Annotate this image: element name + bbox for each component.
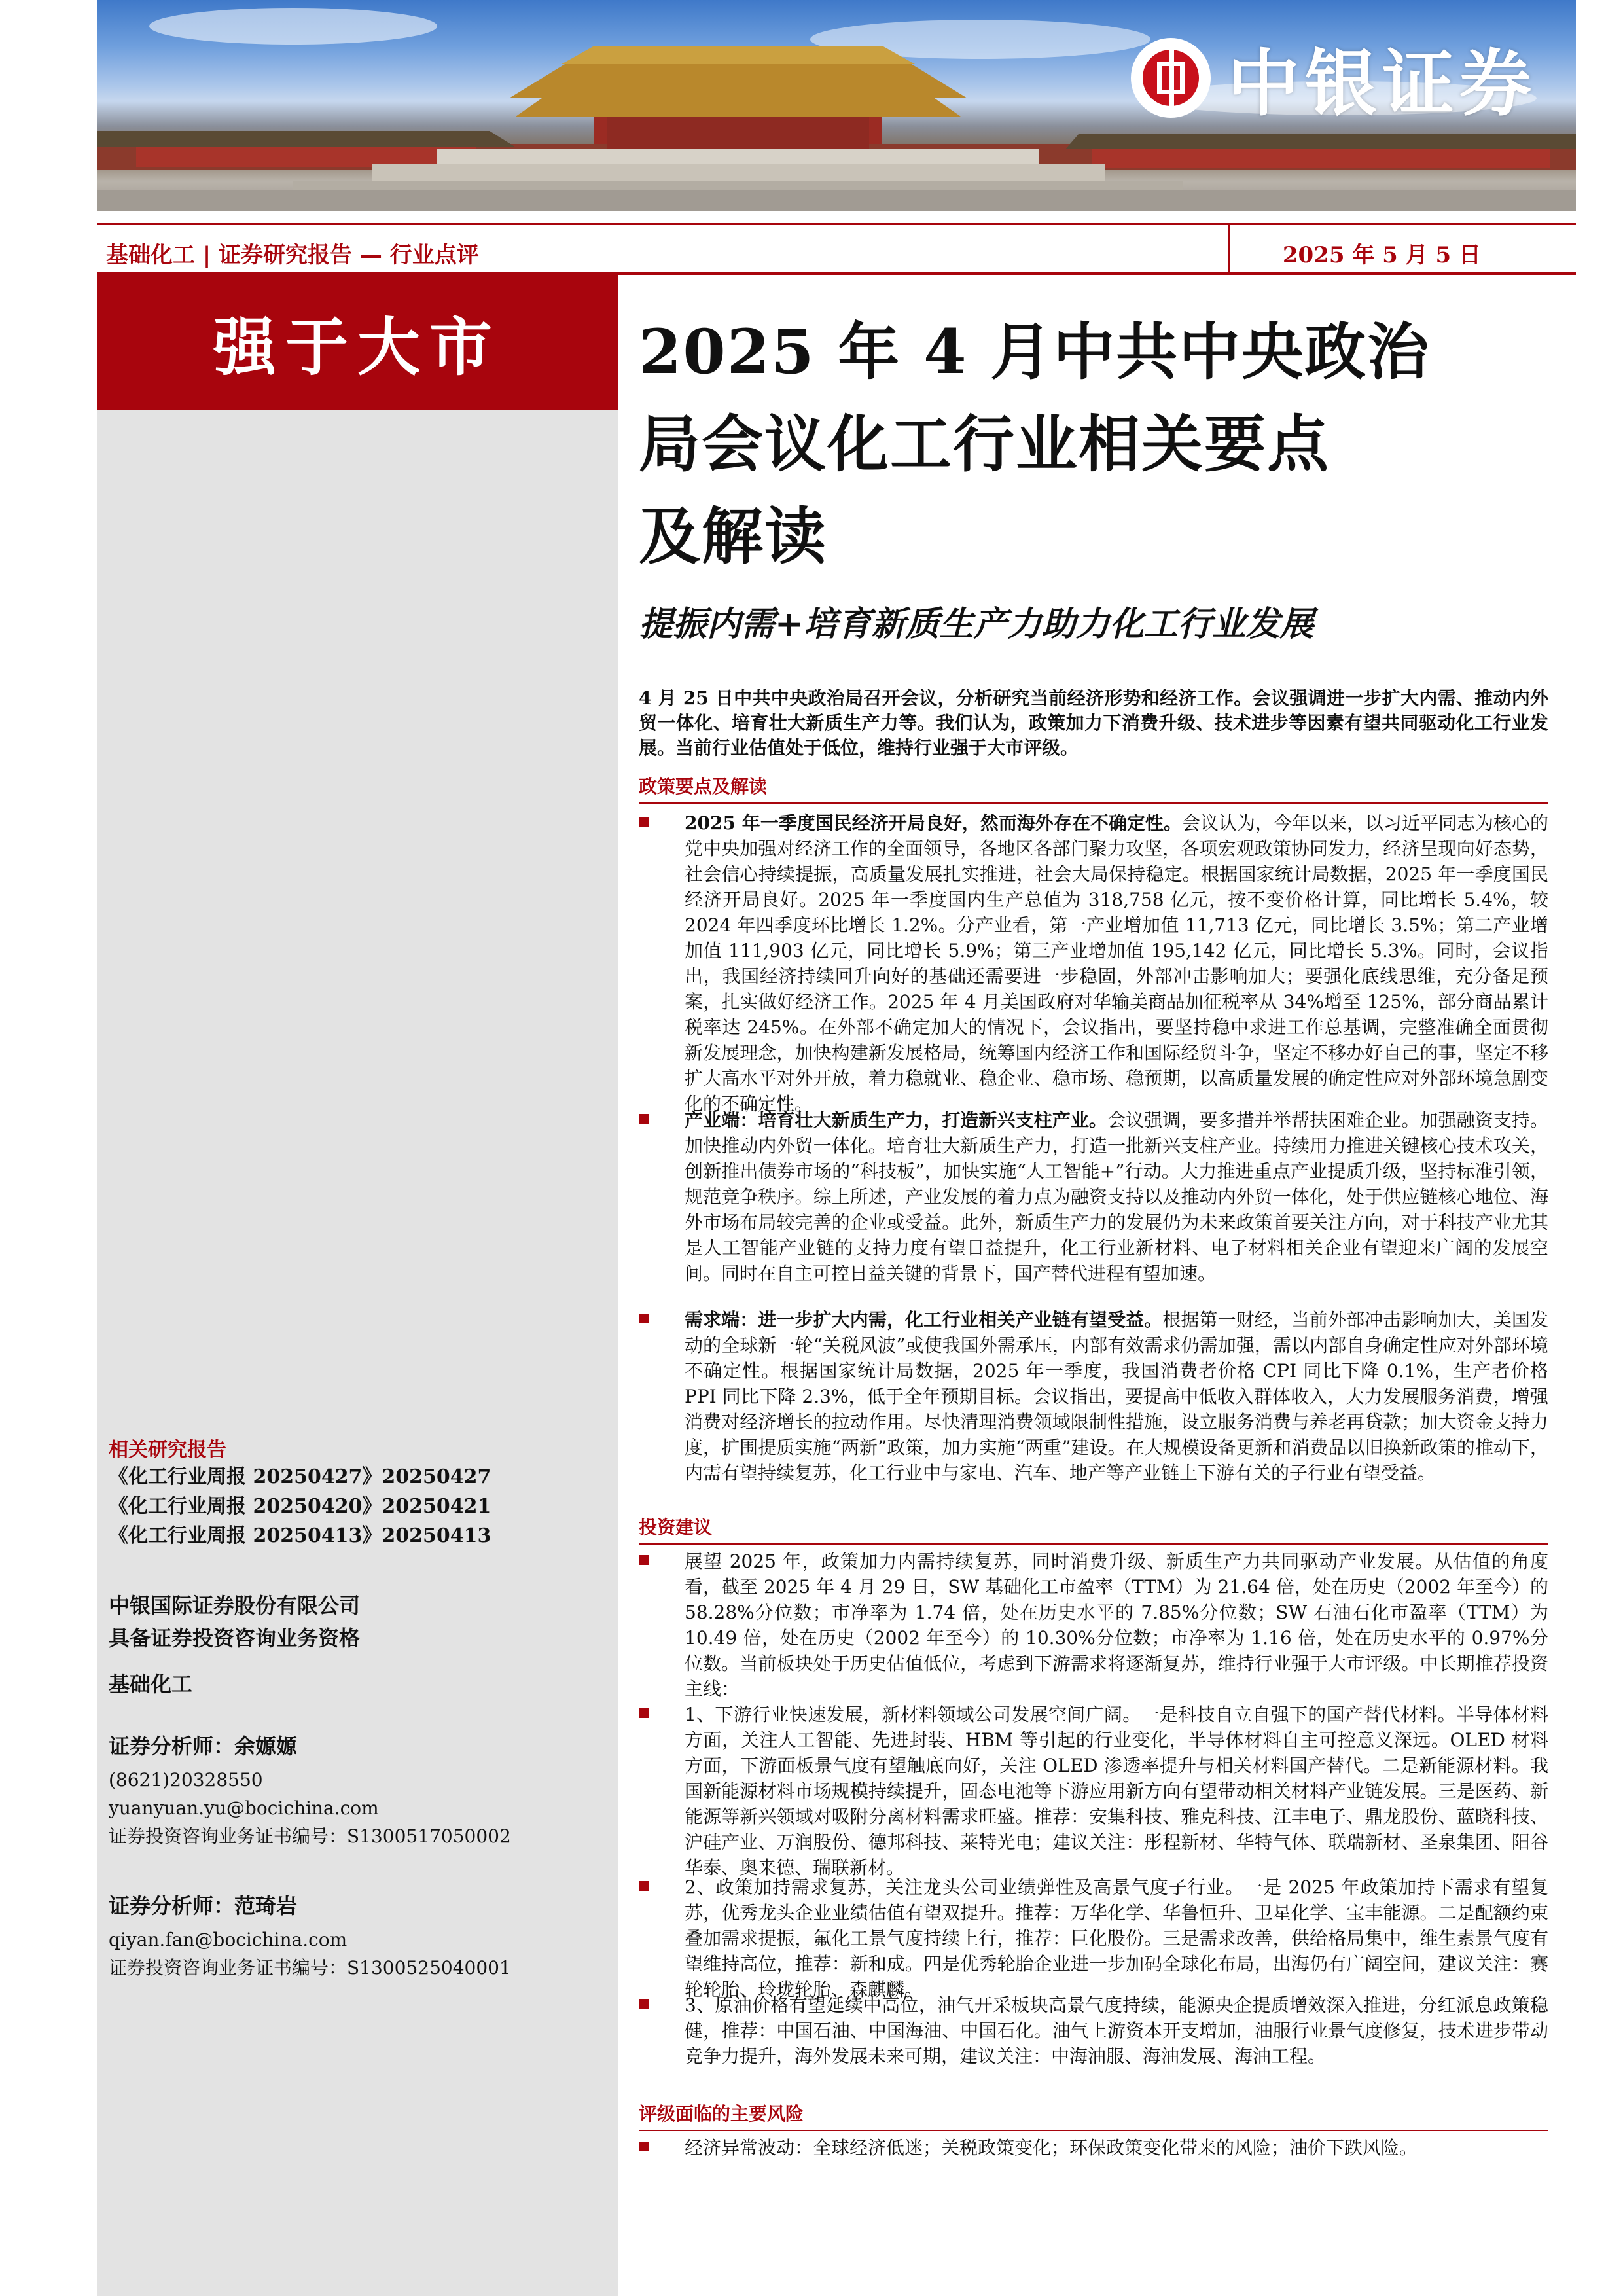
company-qualification: 具备证券投资咨询业务资格 xyxy=(109,1626,361,1651)
rating-text: 强于大市 xyxy=(213,310,501,384)
investment-point xyxy=(639,1874,1548,2002)
investment-text: 2、政策加持需求复苏，关注龙头公司业绩弹性及高景气度子行业。一是 2025 年政策加持下需求有望复苏，优秀龙头企业业绩估值有望双提升。推荐：万华化学、华鲁恒升、卫星化学、宝丰能源。二是配额约束叠加需求提振，氟化工景气度持续上行，推荐：巨化股份。三是需求改善，供给格局集中，维生素景气度有望维持高位，推荐：新和成。四是优秀轮胎企业进一步加码全球化布局，出海仍有广阔空间，建议关注：赛轮轮胎、玲珑轮胎、森麒麟。 xyxy=(685,1876,1548,2000)
policy-point xyxy=(639,1107,1548,1286)
summary-paragraph: 4 月 25 日中共中央政治局召开会议，分析研究当前经济形势和经济工作。会议强调进一步扩大内需、推动内外贸一体化、培育壮大新质生产力等。我们认为，政策加力下消费升级、技术进步等因素有望共同驱动化工行业发展。当前行业估值处于低位，维持行业强于大市评级。 xyxy=(639,687,1548,759)
investment-text: 3、原油价格有望延续中高位，油气开采板块高景气度持续，能源央企提质增效深入推进，分红派息政策稳健，推荐：中国石油、中国海油、中国石化。油气上游资本开支增加，油服行业景气度修复，技术进步带动竞争力提升，海外发展未来可期，建议关注：中海油服、海油发展、海油工程。 xyxy=(685,1994,1548,2067)
company-info xyxy=(109,1589,360,1655)
investment-point xyxy=(639,1549,1548,1702)
point-heading: 产业端：培育壮大新质生产力，打造新兴支柱产业。 xyxy=(685,1109,1107,1131)
breadcrumb: 基础化工 | 证券研究报告 — 行业点评 xyxy=(106,242,479,268)
report-date: 2025 年 5 月 5 日 xyxy=(1282,242,1481,268)
policy-point xyxy=(639,1307,1548,1486)
brand-name: 中银证券 xyxy=(1228,42,1537,126)
rating-badge xyxy=(97,275,618,410)
investment-text: 1、下游行业快速发展，新材料领域公司发展空间广阔。一是科技自立自强下的国产替代材料。半导体材料方面，关注人工智能、先进封装、HBM 等引起的行业变化，半导体材料自主可控意义深远。OLED 材料方面，下游面板景气度有望触底向好，关注 OLED 渗透率提升与相关材料国产替代。二是新能源材料。我国新能源材料市场规模持续提升，固态电池等下游应用新方向有望带动相关材料产业链发展。三是医药、新能源等新兴领域对吸附分离材料需求旺盛。推荐：安集科技、雅克科技、江丰电子、鼎龙股份、蓝晓科技、沪硅产业、万润股份、德邦科技、莱特光电；建议关注：彤程新材、华特气体、联瑞新材、圣泉集团、阳谷华泰、奥来德、瑞联新材。 xyxy=(685,1704,1548,1878)
bullet-square-icon xyxy=(639,1314,649,1323)
header-banner xyxy=(97,0,1576,211)
related-report-item[interactable]: 《化工行业周报 20250420》20250421 xyxy=(109,1495,491,1518)
point-body: 根据第一财经，当前外部冲击影响加大，美国发动的全球新一轮“关税风波”或使我国外需承压，内部有效需求仍需加强，需以内部自身确定性应对外部环境不确定性。根据国家统计局数据，2025 年一季度，我国消费者价格 CPI 同比下降 0.1%，生产者价格 PPI 同比下降 2.3%，低于全年预期目标。会议指出，要提高中低收入群体收入，大力发展服务消费，增强消费对经济增长的拉动作用。尽快清理消费领域限制性措施，设立服务消费与养老再贷款；加大资金支持力度，扩围提质实施“两新”政策，加力实施“两重”建设。在大规模设备更新和消费品以旧换新政策的推动下，内需有望持续复苏，化工行业中与家电、汽车、地产等产业链上下游有关的子行业有望受益。 xyxy=(685,1309,1548,1484)
investment-point xyxy=(639,1702,1548,1880)
investment-point xyxy=(639,1992,1548,2069)
bullet-square-icon xyxy=(639,1881,649,1891)
company-name: 中银国际证券股份有限公司 xyxy=(109,1593,361,1618)
bullet-square-icon xyxy=(639,817,649,827)
bullet-square-icon xyxy=(639,2142,649,2151)
bullet-square-icon xyxy=(639,1114,649,1124)
analyst-cert: 证券投资咨询业务证书编号：S1300525040001 xyxy=(109,1957,511,1979)
report-title xyxy=(639,306,1548,583)
report-heading xyxy=(639,281,1548,645)
policy-point xyxy=(639,810,1548,1117)
divider xyxy=(1228,225,1230,272)
report-subtitle: 提振内需+培育新质生产力助力化工行业发展 xyxy=(639,604,1314,644)
section-title-investment: 投资建议 xyxy=(639,1513,712,1539)
point-heading: 2025 年一季度国民经济开局良好，然而海外存在不确定性。 xyxy=(685,812,1182,834)
related-reports-title: 相关研究报告 xyxy=(109,1439,226,1462)
section-title-risks: 评级面临的主要风险 xyxy=(639,2100,804,2126)
analyst-email[interactable]: qiyan.fan@bocichina.com xyxy=(109,1929,348,1950)
analyst-card xyxy=(109,1886,511,1982)
point-body: 会议强调，要多措并举帮扶困难企业。加强融资支持。加快推动内外贸一体化。培育壮大新质生产力，打造一批新兴支柱产业。持续用力推进关键核心技术攻关，创新推出债券市场的“科技板”，加快实施“人工智能+”行动。大力推进重点产业提质升级，坚持标准引领，规范竞争秩序。综上所述，产业发展的着力点为融资支持以及推动内外贸一体化，处于供应链核心地位、海外市场布局较完善的企业或受益。此外，新质生产力的发展仍为未来政策首要关注方向，对于科技产业尤其是人工智能产业链的支持力度有望日益提升，化工行业新材料、电子材料相关企业有望迎来广阔的发展空间。同时在自主可控日益关键的背景下，国产替代进程有望加速。 xyxy=(685,1109,1548,1284)
title-line: 及解读 xyxy=(639,501,828,573)
analyst-email[interactable]: yuanyuan.yu@bocichina.com xyxy=(109,1797,379,1819)
analyst-name: 证券分析师：范琦岩 xyxy=(109,1893,298,1918)
brand-logo xyxy=(1131,26,1537,130)
bullet-square-icon xyxy=(639,1708,649,1718)
analyst-cert: 证券投资咨询业务证书编号：S1300517050002 xyxy=(109,1825,511,1847)
point-body: 会议认为，今年以来，以习近平同志为核心的党中央加强对经济工作的全面领导，各地区各部门聚力攻坚，各项宏观政策协同发力，经济呈现向好态势，社会信心持续提振，高质量发展扎实推进，社会大局保持稳定。根据国家统计局数据，2025 年一季度国民经济开局良好。2025 年一季度国内生产总值为 318,758 亿元，按不变价格计算，同比增长 5.4%，较 2024 年四季度环比增长 1.2%。分产业看，第一产业增加值 11,713 亿元，同比增长 3.5%；第二产业增加值 111,903 亿元，同比增长 5.9%；第三产业增加值 195,142 亿元，同比增长 5.3%。同时，会议指出，我国经济持续回升向好的基础还需要进一步稳固，外部冲击影响加大；要强化底线思维，充分备足预案，扎实做好经济工作。2025 年 4 月美国政府对华输美商品加征税率从 34%增至 125%，部分商品累计税率达 245%。在外部不确定加大的情况下，会议指出，要坚持稳中求进工作总基调，完整准确全面贯彻新发展理念，加快构建新发展格局，统筹国内经济工作和国际经贸斗争，坚定不移办好自己的事，坚定不移扩大高水平对外开放，着力稳就业、稳企业、稳市场、稳预期，以高质量发展的确定性应对外部环境急剧变化的不确定性。 xyxy=(685,812,1548,1115)
analyst-card xyxy=(109,1727,511,1850)
related-report-item[interactable]: 《化工行业周报 20250427》20250427 xyxy=(109,1465,491,1488)
analyst-name: 证券分析师：余嫄嫄 xyxy=(109,1734,298,1759)
risk-text: 经济异常波动：全球经济低迷；关税政策变化；环保政策变化带来的风险；油价下跌风险。 xyxy=(685,2137,1418,2159)
section-title-policy: 政策要点及解读 xyxy=(639,772,767,798)
sidebar xyxy=(97,275,618,2296)
risk-point xyxy=(639,2135,1548,2161)
bullet-square-icon xyxy=(639,1555,649,1565)
boc-logo-icon xyxy=(1131,38,1211,118)
point-heading: 需求端：进一步扩大内需，化工行业相关产业链有望受益。 xyxy=(685,1309,1163,1331)
title-line: 局会议化工行业相关要点 xyxy=(639,408,1330,480)
analyst-phone: (8621)20328550 xyxy=(109,1769,263,1791)
sector-label: 基础化工 xyxy=(109,1672,193,1696)
related-reports-list xyxy=(109,1462,491,1551)
title-line: 2025 年 4 月中共中央政治 xyxy=(639,316,1431,388)
bullet-square-icon xyxy=(639,1999,649,2009)
report-info-bar xyxy=(97,223,1576,275)
related-report-item[interactable]: 《化工行业周报 20250413》20250413 xyxy=(109,1524,491,1547)
investment-text: 展望 2025 年，政策加力内需持续复苏，同时消费升级、新质生产力共同驱动产业发展。从估值的角度看，截至 2025 年 4 月 29 日，SW 基础化工市盈率（TTM）为 21.64 倍，处在历史（2002 年至今）的 58.28%分位数；市净率为 1.74 倍，处在历史水平的 7.85%分位数；SW 石油石化市盈率（TTM）为 10.49 倍，处在历史（2002 年至今）的 10.30%分位数；市净率为 1.16 倍，处在历史水平的 0.97%分位数。当前板块处于历史估值低位，考虑到下游需求将逐渐复苏，维持行业强于大市评级。中长期推荐投资主线： xyxy=(685,1551,1548,1700)
